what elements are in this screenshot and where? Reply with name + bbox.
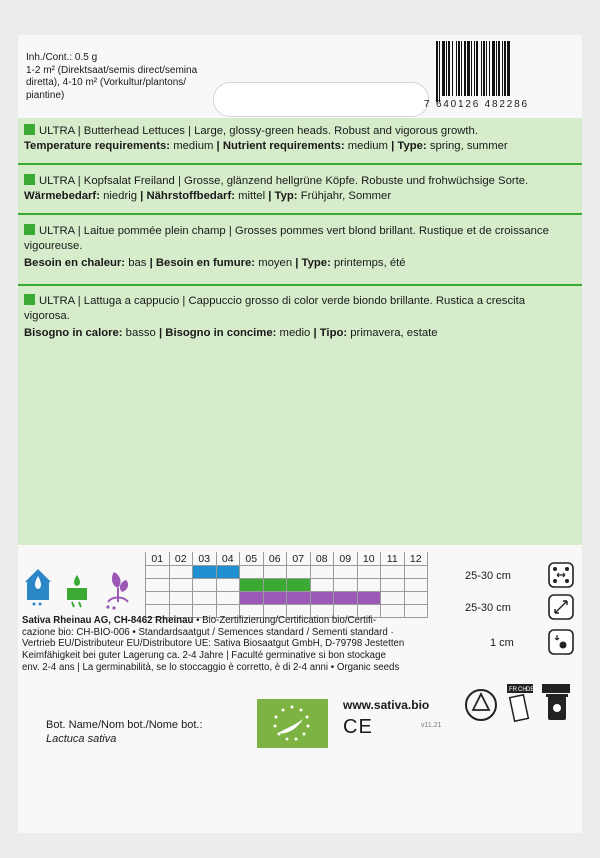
- green-square-icon: [24, 224, 35, 235]
- calendar-cell: [263, 579, 287, 592]
- calendar-cell: [169, 566, 193, 579]
- calendar-cell: [381, 566, 405, 579]
- calendar-cell: [404, 566, 428, 579]
- calendar-cell: [357, 579, 381, 592]
- calendar-cell: [334, 579, 358, 592]
- section-divider: [18, 213, 582, 215]
- green-square-icon: [24, 294, 35, 305]
- cultivation-icons: [22, 566, 137, 617]
- calendar-cell: [263, 592, 287, 605]
- direct-sowing-icon: [67, 575, 87, 607]
- version-label: v11.21: [421, 722, 442, 729]
- month-label: 04: [216, 552, 240, 566]
- section-description: ULTRA | Butterhead Lettuces | Large, glossy-green heads. Robust and vigorous growth.: [24, 124, 572, 139]
- sowing-depth-icon: [547, 628, 575, 656]
- coverage-line-1: 1-2 m² (Direktsaat/semis direct/semina: [26, 64, 198, 76]
- month-label: 01: [146, 552, 170, 566]
- packet-window: [213, 82, 429, 117]
- section-requirements: Temperature requirements: medium | Nutrient requirements: medium | Type: spring, summer: [24, 140, 508, 152]
- month-label: 03: [193, 552, 217, 566]
- calendar-cell: [216, 579, 240, 592]
- section-divider: [18, 284, 582, 286]
- company-line: Vertrieb EU/Distributeur EU/Distributore UE: Sativa Biosaatgut GmbH, D-79798 Jestetten: [22, 638, 405, 650]
- calendar-cell: [193, 579, 217, 592]
- green-square-icon: [24, 174, 35, 185]
- company-line: Keimfähigkeit bei guter Lagerung ca. 2-4 Jahre | Faculté germinative si bon stockage: [22, 650, 386, 662]
- section-french: [24, 224, 572, 271]
- month-label: 09: [334, 552, 358, 566]
- content-amount: Inh./Cont.: 0.5 g: [26, 52, 98, 63]
- month-label: 10: [357, 552, 381, 566]
- section-english: [24, 124, 572, 154]
- calendar-cell: [404, 592, 428, 605]
- calendar-cell: [357, 566, 381, 579]
- plant-spacing-icon: [547, 593, 575, 621]
- trash-bin-icon: [542, 684, 570, 720]
- section-requirements: Bisogno in calore: basso | Bisogno in concime: medio | Tipo: primavera, estate: [24, 327, 438, 339]
- row-spacing-icon: [547, 561, 575, 589]
- section-requirements: Besoin en chaleur: bas | Besoin en fumure: moyen | Type: printemps, été: [24, 257, 406, 269]
- calendar-cell: [193, 592, 217, 605]
- month-label: 02: [169, 552, 193, 566]
- botanical-name: [46, 718, 203, 746]
- svg-text:DE: DE: [526, 687, 535, 693]
- section-description: ULTRA | Laitue pommée plein champ | Grosses pommes vert blond brillant. Rustique et de croissance vigoureuse.: [24, 225, 549, 252]
- greenhouse-icon: [25, 569, 51, 606]
- section-description: ULTRA | Kopfsalat Freiland | Grosse, glänzend hellgrüne Köpfe. Robuste und frohwüchsige Sorte.: [24, 174, 572, 189]
- month-label: 07: [287, 552, 311, 566]
- calendar-cell: [381, 592, 405, 605]
- calendar-cell: [216, 566, 240, 579]
- section-german: [24, 174, 572, 204]
- recycle-icon: [466, 690, 496, 720]
- svg-text:FR: FR: [509, 687, 517, 693]
- svg-text:CH: CH: [518, 687, 527, 693]
- calendar-cell: [404, 579, 428, 592]
- calendar-cell: [287, 579, 311, 592]
- calendar-cell: [193, 566, 217, 579]
- barcode-bar: [510, 41, 511, 102]
- sowing-calendar: [145, 552, 428, 618]
- calendar-cell: [240, 592, 264, 605]
- coverage-line-2: diretta), 4-10 m² (Vorkultur/plantons/: [26, 77, 187, 88]
- calendar-cell: [263, 566, 287, 579]
- website[interactable]: www.sativa.bio: [343, 698, 430, 712]
- calendar-cell: [240, 579, 264, 592]
- month-label: 11: [381, 552, 405, 566]
- calendar-cell: [169, 592, 193, 605]
- ce-mark: CE: [343, 716, 373, 738]
- month-label: 06: [263, 552, 287, 566]
- section-description: ULTRA | Lattuga a cappucio | Cappuccio grosso di color verde biondo brillante. Rustica a crescita vigorosa.: [24, 295, 526, 322]
- calendar-cell: [287, 566, 311, 579]
- recycling-icons: [464, 682, 579, 733]
- section-divider: [18, 163, 582, 165]
- calendar-cell: [146, 592, 170, 605]
- company-line: Sativa Rheinau AG, CH-8462 Rheinau • Bio-Zertifizierung/Certification bio/Certifi-: [22, 615, 377, 626]
- calendar-cell: [381, 579, 405, 592]
- calendar-cell: [146, 566, 170, 579]
- calendar-cell: [310, 566, 334, 579]
- month-label: 08: [310, 552, 334, 566]
- content-info: [26, 52, 216, 102]
- month-label: 12: [404, 552, 428, 566]
- barcode: [436, 41, 576, 96]
- botanical-label: Bot. Name/Nom bot./Nome bot.:: [46, 719, 203, 731]
- botanical-value: Lactuca sativa: [46, 733, 117, 745]
- calendar-cell: [146, 579, 170, 592]
- transplant-icon: [106, 572, 128, 610]
- section-requirements: Wärmebedarf: niedrig | Nährstoffbedarf: mittel | Typ: Frühjahr, Sommer: [24, 190, 392, 202]
- calendar-cell: [334, 592, 358, 605]
- paper-bin-icon: [507, 684, 534, 721]
- calendar-cell: [240, 566, 264, 579]
- barcode-number: 7 640126 482286: [424, 99, 529, 110]
- company-line: env. 2-4 ans | La germinabilità, se lo stoccaggio è corretto, è di 2-4 anni • Organic seeds: [22, 661, 400, 673]
- calendar-cell: [216, 592, 240, 605]
- calendar-cell: [310, 579, 334, 592]
- month-label: 05: [240, 552, 264, 566]
- coverage-line-3: piantine): [26, 89, 65, 101]
- calendar-cell: [334, 566, 358, 579]
- green-square-icon: [24, 124, 35, 135]
- company-line: cazione bio: CH-BIO-006 • Standardsaatgut / Semences standard / Sementi standard ·: [22, 626, 394, 638]
- calendar-cell: [287, 592, 311, 605]
- company-info: [22, 615, 462, 674]
- eu-organic-logo: [257, 699, 328, 748]
- calendar-cell: [310, 592, 334, 605]
- calendar-cell: [169, 579, 193, 592]
- calendar-cell: [357, 592, 381, 605]
- section-italian: [24, 294, 572, 341]
